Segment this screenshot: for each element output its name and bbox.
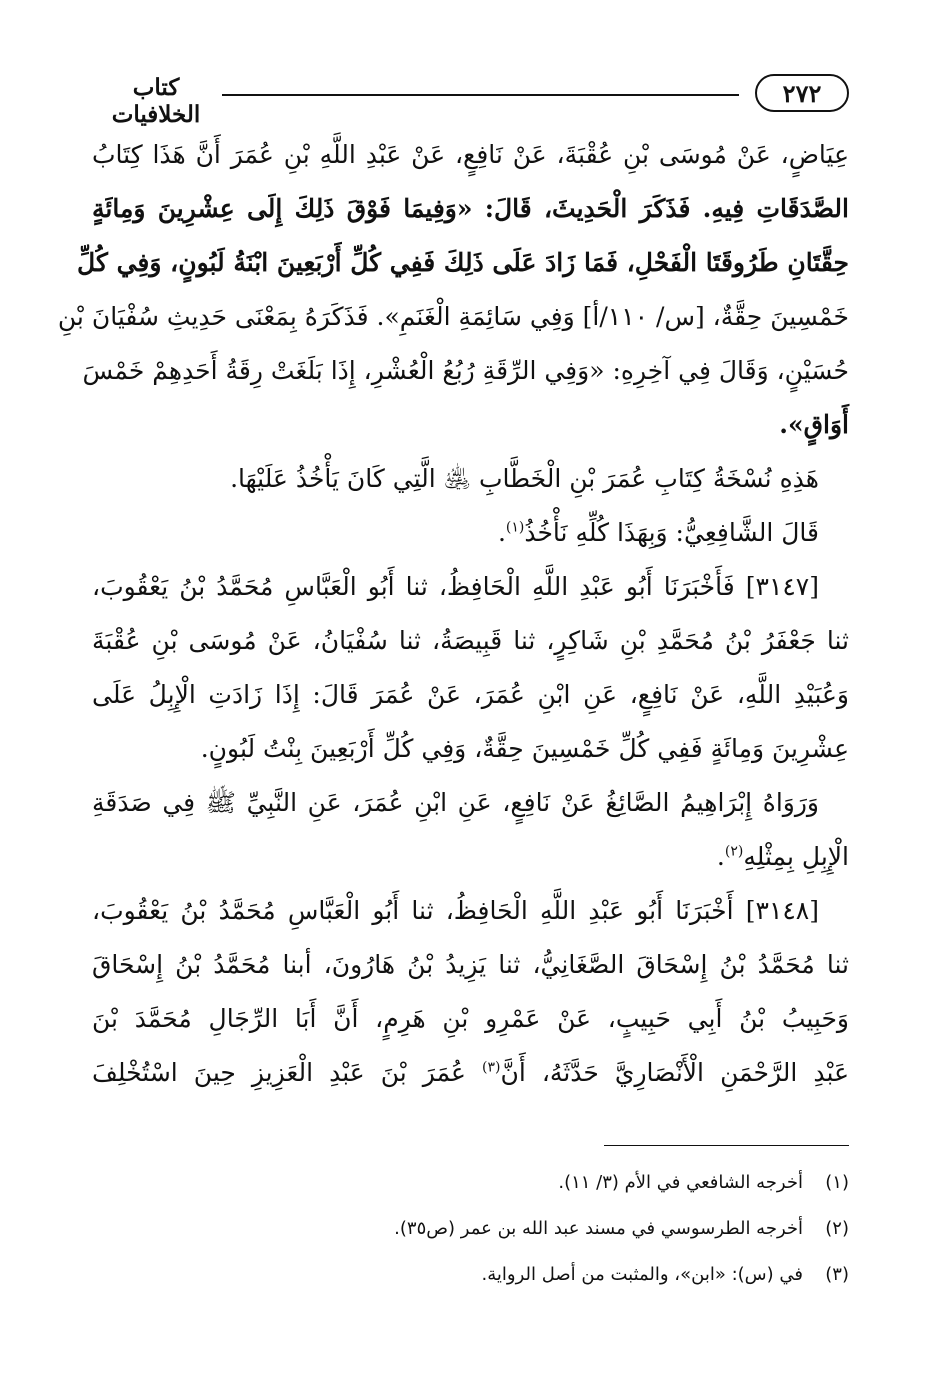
text-line-content: قَالَ الشَّافِعِيُّ: وَبِهَذَا كُلِّهِ نَأْخُذُ xyxy=(524,518,819,547)
page-header xyxy=(92,70,849,128)
footnote-3 xyxy=(92,1252,849,1298)
footnote-ref-3[interactable]: (٣) xyxy=(482,1059,501,1076)
text-line: الصَّدَقَاتِ فِيهِ. فَذَكَرَ الْحَدِيثَ، قَالَ: «وَفِيمَا فَوْقَ ذَلِكَ إِلَى عِشْرِينَ وَمِائَةٍ xyxy=(92,194,849,223)
header-divider xyxy=(222,94,739,96)
text-line: الْإِبِلِ بِمِثْلِهِ$^{(٢)}$. xyxy=(716,842,849,871)
text-line-content: عَبْدِ الرَّحْمَنِ الْأَنْصَارِيَّ حَدَّثَهُ، أَنَّ xyxy=(500,1058,849,1087)
text-line: عِشْرِينَ وَمِائَةٍ فَفِي كُلِّ خَمْسِينَ حِقَّةٌ، وَفِي كُلِّ أَرْبَعِينَ بِنْتُ لَبُونٍ. xyxy=(200,734,849,763)
text-line: حُسَيْنٍ، وَقَالَ فِي آخِرِهِ: «وَفِي الرِّقَةِ رُبُعُ الْعُشْرِ، إِذَا بَلَغَتْ رِقَةُ أَحَدِهِمْ خَمْسَ xyxy=(82,356,849,385)
footnotes xyxy=(92,1160,849,1298)
text-line: حِقَّتَانِ طَرُوقَتَا الْفَحْلِ، فَمَا زَادَ عَلَى ذَلِكَ فَفِي كُلِّ أَرْبَعِينَ ابْنَةُ لَبُونٍ، وَفِي كُلِّ xyxy=(77,248,849,277)
text-line-content: عُمَرَ بْنَ عَبْدِ الْعَزِيزِ حِينَ اسْتُخْلِفَ xyxy=(92,1058,466,1087)
text-line: ثنا مُحَمَّدُ بْنُ إِسْحَاقَ الصَّغَانِيُّ، ثنا يَزِيدُ بْنُ هَارُونَ، أبنا مُحَمَّدُ بْنُ إِسْحَاقَ xyxy=(92,950,849,979)
footnote-divider xyxy=(604,1145,849,1146)
text-line: وَحَبِيبُ بْنُ أَبِي حَبِيبٍ، عَنْ عَمْرِو بْنِ هَرِمٍ، أَنَّ أَبَا الرِّجَالِ مُحَمَّدَ بْنَ xyxy=(92,1004,849,1033)
hadith-heading-3147: [٣١٤٧] فَأَخْبَرَنَا أَبُو عَبْدِ اللَّهِ الْحَافِظُ، ثنا أَبُو الْعَبَّاسِ مُحَمَّدُ بْنُ يَعْقُوبَ، xyxy=(92,572,819,601)
text-line xyxy=(92,1046,849,1100)
text-line: ثنا جَعْفَرُ بْنُ مُحَمَّدِ بْنِ شَاكِرٍ، ثنا قَبِيصَةُ، ثنا سُفْيَانُ، عَنْ مُوسَى بْنِ عُقْبَةَ xyxy=(92,626,849,655)
text-line: أَوَاقٍ». xyxy=(779,410,849,439)
text-line: قَالَ الشَّافِعِيُّ: وَبِهَذَا كُلِّهِ نَأْخُذُ$^{(١)}$. xyxy=(497,518,819,547)
text-line: هَذِهِ نُسْخَةُ كِتَابِ عُمَرَ بْنِ الْخَطَّابِ ﵁ الَّتِي كَانَ يَأْخُذُ عَلَيْهَا. xyxy=(230,464,819,493)
text-line: عِيَاضٍ، عَنْ مُوسَى بْنِ عُقْبَةَ، عَنْ نَافِعٍ، عَنْ عَبْدِ اللَّهِ بْنِ عُمَرَ أَنَّ هَذَا كِتَابُ xyxy=(92,140,849,169)
text-line: وَرَوَاهُ إِبْرَاهِيمُ الصَّائِغُ عَنْ نَافِعٍ، عَنِ ابْنِ عُمَرَ، عَنِ النَّبِيِّ ﷺ فِي صَدَقَةِ xyxy=(92,788,819,817)
footnote-text: أخرجه الطرسوسي في مسند عبد الله بن عمر (ص٣٥). xyxy=(394,1218,803,1239)
text-line: خَمْسِينَ حِقَّةٌ، [س/ ١١٠/أ] وَفِي سَائِمَةِ الْغَنَمِ». فَذَكَرَهُ بِمَعْنَى حَدِيثِ سُفْيَانَ بْنِ xyxy=(57,302,849,331)
text-line: وَعُبَيْدِ اللَّهِ، عَنْ نَافِعٍ، عَنِ ابْنِ عُمَرَ، عَنْ عُمَرَ قَالَ: إِذَا زَادَتِ الْإِبِلُ عَلَى xyxy=(92,680,849,709)
footnote-text: في (س): «ابن»، والمثبت من أصل الرواية. xyxy=(481,1264,803,1285)
hadith-heading-3148: [٣١٤٨] أَخْبَرَنَا أَبُو عَبْدِ اللَّهِ الْحَافِظُ، ثنا أَبُو الْعَبَّاسِ مُحَمَّدُ بْنُ يَعْقُوبَ، xyxy=(92,896,819,925)
footnote-2 xyxy=(92,1206,849,1252)
footnote-ref-1[interactable]: (١) xyxy=(505,519,525,536)
footnote-number: (٣) xyxy=(825,1264,849,1285)
footnote-1 xyxy=(92,1160,849,1206)
footnote-ref-2[interactable]: (٢) xyxy=(724,843,744,860)
text-line-content: الْإِبِلِ بِمِثْلِهِ xyxy=(743,842,849,871)
footnote-number: (١) xyxy=(825,1172,849,1193)
main-text xyxy=(57,128,849,1100)
footnote-number: (٢) xyxy=(825,1218,849,1239)
book-title: كتاب الخلافيات xyxy=(111,74,201,128)
footnote-text: أخرجه الشافعي في الأم (٣/ ١١). xyxy=(558,1172,803,1193)
page-number-badge: ٢٧٢ xyxy=(755,74,849,112)
